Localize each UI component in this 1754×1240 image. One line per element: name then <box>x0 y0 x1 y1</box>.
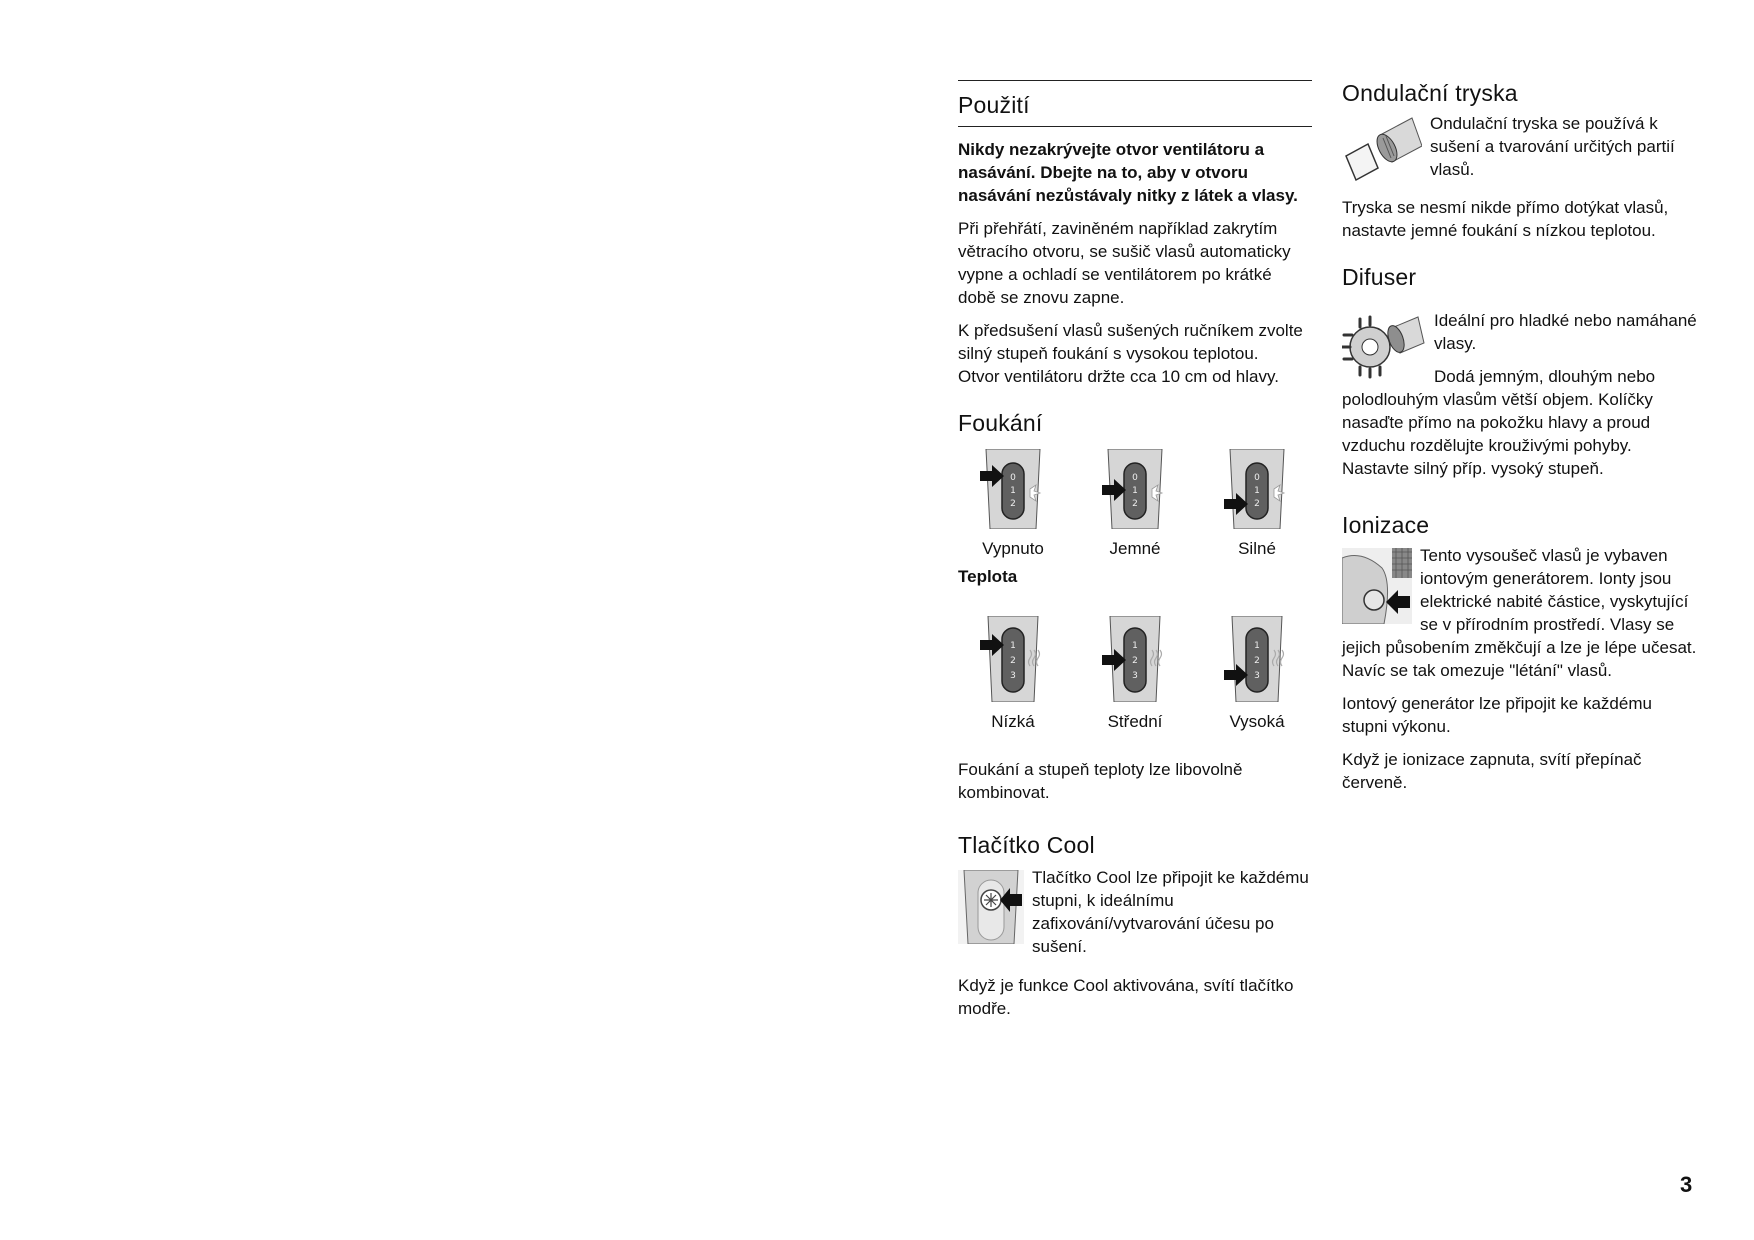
diffuser-illustration <box>1342 313 1426 379</box>
snowflake-icon <box>984 893 998 907</box>
diffuser-section <box>1342 309 1697 480</box>
switch-mark-1: 1 <box>1132 640 1138 651</box>
switch-mark-1: 1 <box>1010 640 1016 651</box>
temperature-label-medium: Střední <box>1107 711 1163 731</box>
section-title-ionization: Ionizace <box>1342 511 1430 538</box>
nozzle-illustration <box>1342 116 1422 186</box>
nozzle-text-2: Tryska se nesmí nikde přímo dotýkat vlasů, nastavte jemné foukání s nízkou teplotou. <box>1342 198 1669 241</box>
switch-mark-2: 2 <box>1254 498 1260 509</box>
airflow-switch-gentle <box>1080 449 1190 559</box>
ion-switch-icon <box>1364 590 1384 610</box>
combination-note: Foukání a stupeň teploty lze libovolně kombinovat. <box>958 759 1243 802</box>
temperature-title: Teplota <box>958 566 1018 586</box>
switch-mark-1: 1 <box>1254 485 1260 496</box>
temperature-switch-low-illustration <box>978 616 1048 702</box>
ionization-text-3: Když je ionizace zapnuta, svítí přepínač červeně. <box>1342 750 1642 793</box>
nozzle-section <box>1342 112 1697 186</box>
temperature-label-low: Nízká <box>991 711 1035 731</box>
nozzle-attachment-icon <box>1346 144 1378 180</box>
cool-button-illustration <box>958 870 1024 944</box>
airflow-switch-off-illustration <box>978 449 1048 529</box>
switch-mark-2: 2 <box>1254 655 1260 666</box>
switch-mark-1: 1 <box>1010 485 1016 496</box>
airflow-label-gentle: Jemné <box>1109 538 1161 558</box>
airflow-switch-off <box>958 449 1068 559</box>
usage-overheat: Při přehřátí, zaviněném například zakrytím větracího otvoru, se sušič vlasů automaticky vypne a ochladí se ventilátorem po krátké době se znovu zapne. <box>958 219 1291 308</box>
temperature-switch-medium <box>1080 616 1190 732</box>
section-title-diffuser: Difuser <box>1342 264 1417 291</box>
diffuser-text-2: Dodá jemným, dlouhým nebo polodlouhým vlasům větší objem. Kolíčky nasaďte přímo na pokožku hlavy a proud vzduchu rozdělujte krouživými pohyby. Nastavte silný příp. vysoký stupeň. <box>1342 366 1656 478</box>
switch-mark-3: 3 <box>1010 670 1016 681</box>
airflow-switch-strong-illustration <box>1222 449 1292 529</box>
page-number: 3 <box>1680 1172 1693 1197</box>
temperature-switch-medium-illustration <box>1100 616 1170 702</box>
cool-section <box>958 866 1312 958</box>
temperature-switch-low <box>958 616 1068 732</box>
cool-text-2: Když je funkce Cool aktivována, svítí tlačítko modře. <box>958 976 1294 1019</box>
cool-text-1: Tlačítko Cool lze připojit ke každému stupni, k ideálnímu zafixování/vytvarování účesu po sušení. <box>1032 868 1309 957</box>
switch-mark-2: 2 <box>1010 498 1016 509</box>
section-title-nozzle: Ondulační tryska <box>1342 80 1518 106</box>
switch-mark-2: 2 <box>1132 655 1138 666</box>
switch-mark-1: 1 <box>1132 485 1138 496</box>
switch-mark-0: 0 <box>1254 472 1260 483</box>
ionization-text-1: Tento vysoušeč vlasů je vybaven iontovým generátorem. Ionty jsou elektrické nabité částice, vyskytující se v přírodním prostředí. Vlasy se jejich působením změkčují a lze je lépe učesat. Navíc se tak omezuje "létání" vlasů. <box>1342 546 1697 681</box>
section-title-usage: Použití <box>958 92 1030 118</box>
right-column <box>1342 80 1697 794</box>
switch-mark-2: 2 <box>1132 498 1138 509</box>
title-underline <box>958 126 1312 127</box>
usage-distance: Otvor ventilátoru držte cca 10 cm od hlavy. <box>958 367 1279 387</box>
left-column <box>958 80 1312 1020</box>
section-title-cool: Tlačítko Cool <box>958 831 1095 858</box>
airflow-label-off: Vypnuto <box>982 538 1044 558</box>
switch-mark-0: 0 <box>1132 472 1138 483</box>
switch-mark-2: 2 <box>1010 655 1016 666</box>
nozzle-text-1: Ondulační tryska se používá k sušení a tvarování určitých partií vlasů. <box>1430 114 1675 180</box>
temperature-switch-high <box>1202 616 1312 732</box>
temperature-switch-row <box>958 616 1312 732</box>
diffuser-text-1: Ideální pro hladké nebo namáhané vlasy. <box>1434 310 1697 353</box>
section-title-airflow: Foukání <box>958 410 1043 437</box>
ionization-text-2: Iontový generátor lze připojit ke každému stupni výkonu. <box>1342 694 1652 737</box>
airflow-switch-row <box>958 449 1312 559</box>
usage-predry: K předsušení vlasů sušených ručníkem zvolte silný stupeň foukání s vysokou teplotou. <box>958 321 1303 364</box>
temperature-switch-high-illustration <box>1222 616 1292 702</box>
airflow-switch-strong <box>1202 449 1312 559</box>
switch-mark-3: 3 <box>1132 670 1138 681</box>
temperature-label-high: Vysoká <box>1229 711 1285 731</box>
switch-mark-0: 0 <box>1010 472 1016 483</box>
switch-mark-1: 1 <box>1254 640 1260 651</box>
usage-warning: Nikdy nezakrývejte otvor ventilátoru a nasávání. Dbejte na to, aby v otvoru nasávání nezůstávaly nitky z látek a vlasy. <box>958 140 1298 206</box>
ionization-illustration <box>1342 548 1412 624</box>
airflow-switch-gentle-illustration <box>1100 449 1170 529</box>
airflow-label-strong: Silné <box>1238 538 1276 558</box>
switch-mark-3: 3 <box>1254 670 1260 681</box>
ionization-section <box>1342 544 1697 682</box>
